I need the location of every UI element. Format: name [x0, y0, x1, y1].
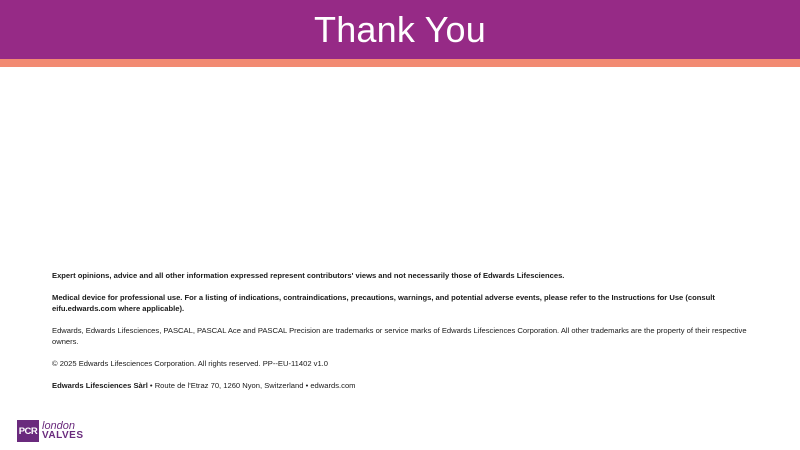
company-info: [52, 380, 772, 391]
copyright-notice: © 2025 Edwards Lifesciences Corporation. All rights reserved. PP--EU-11402 v1.0: [52, 359, 329, 368]
medical-device-disclaimer: Medical device for professional use. For a listing of indications, contraindications, precautions, warnings, and potential adverse events, please refer to the Instructions for Use (consult eifu.edwards.com where applicable).: [52, 293, 715, 313]
disclaimer-block: [52, 270, 772, 391]
slide-title: Thank You: [314, 8, 486, 50]
logo-london-text: london: [42, 420, 76, 432]
opinions-disclaimer: Expert opinions, advice and all other information expressed represent contributors' views and not necessarily those of Edwards Lifesciences.: [52, 271, 565, 280]
logo-wordmark: [42, 421, 84, 441]
pcr-logo-mark: PCR: [17, 420, 39, 442]
company-name: Edwards Lifesciences Sàrl: [52, 381, 148, 390]
pcr-london-valves-logo: [17, 420, 84, 442]
title-bar: [0, 0, 800, 59]
accent-strip: [0, 59, 800, 67]
logo-valves-text: VALVES: [42, 430, 84, 441]
trademarks-notice: Edwards, Edwards Lifesciences, PASCAL, PASCAL Ace and PASCAL Precision are trademarks or service marks of Edwards Lifesciences Corporation. All other trademarks are the property of their respective owners.: [52, 326, 747, 346]
company-address: • Route de l'Etraz 70, 1260 Nyon, Switzerland • edwards.com: [147, 381, 356, 390]
